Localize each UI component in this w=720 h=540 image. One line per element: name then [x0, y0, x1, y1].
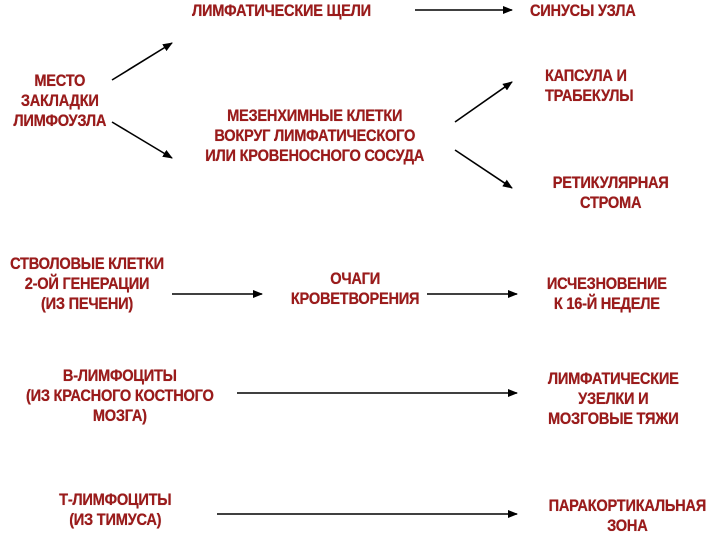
node-hemopoiesis-foci: ОЧАГИ КРОВЕТВОРЕНИЯ	[290, 269, 420, 308]
node-anlage-site: МЕСТО ЗАКЛАДКИ ЛИМФОУЗЛА	[13, 71, 107, 130]
arrow-mesenchyme-to-capsule	[455, 82, 512, 122]
node-lymph-clefts: ЛИМФАТИЧЕСКИЕ ЩЕЛИ	[192, 1, 371, 20]
node-b-lymphocytes: В-ЛИМФОЦИТЫ (ИЗ КРАСНОГО КОСТНОГО МОЗГА)	[25, 366, 214, 425]
node-nodules-cords: ЛИМФАТИЧЕСКИЕ УЗЕЛКИ И МОЗГОВЫЕ ТЯЖИ	[547, 369, 679, 428]
arrow-anlage-to-clefts	[112, 43, 172, 80]
node-t-lymphocytes: Т-ЛИМФОЦИТЫ (ИЗ ТИМУСА)	[59, 490, 172, 529]
node-capsule-trabeculae: КАПСУЛА И ТРАБЕКУЛЫ	[545, 66, 634, 105]
node-mesenchymal-cells: МЕЗЕНХИМНЫЕ КЛЕТКИ ВОКРУГ ЛИМФАТИЧЕСКОГО ИЛИ КРОВЕНОСНОГО СОСУДА	[205, 106, 425, 165]
node-disappearance: ИСЧЕЗНОВЕНИЕ К 16-Й НЕДЕЛЕ	[546, 274, 667, 313]
node-paracortical-zone: ПАРАКОРТИКАЛЬНАЯ ЗОНА	[548, 496, 706, 535]
arrow-mesenchyme-to-stroma	[455, 150, 512, 188]
node-node-sinuses: СИНУСЫ УЗЛА	[530, 1, 636, 20]
arrow-anlage-to-mesenchyme	[112, 122, 172, 158]
node-stem-cells: СТВОЛОВЫЕ КЛЕТКИ 2-ОЙ ГЕНЕРАЦИИ (ИЗ ПЕЧЕНИ)	[10, 254, 164, 313]
node-reticular-stroma: РЕТИКУЛЯРНАЯ СТРОМА	[552, 173, 669, 212]
